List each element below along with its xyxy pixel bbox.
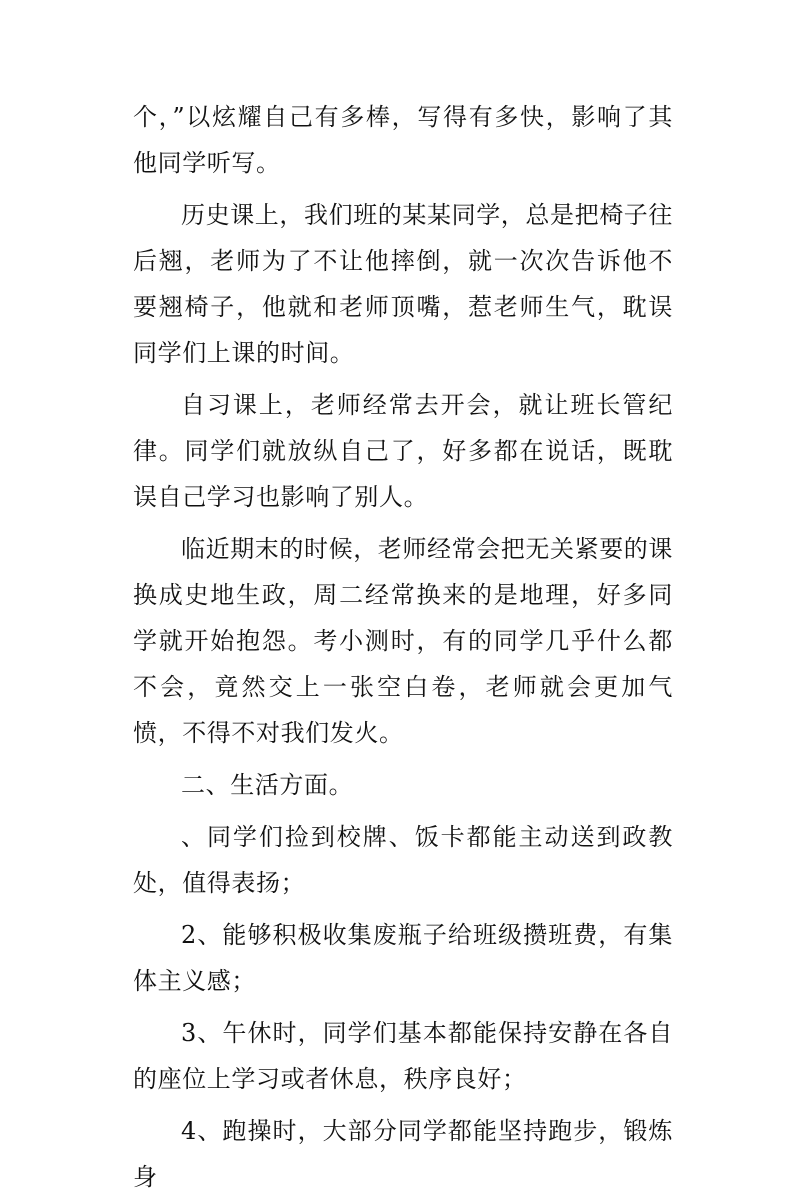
paragraph-self-study: 自习课上，老师经常去开会，就让班长管纪律。同学们就放纵自己了，好多都在说话，既耽误自己学习也影响了别人。 (133, 391, 673, 511)
paragraph-continuation: 个，”以炫耀自己有多棒，写得有多快，影响了其他同学听写。 (133, 103, 673, 177)
list-item-4: 4、跑操时，大部分同学都能坚持跑步，锻炼身 (133, 1117, 673, 1191)
list-item-1: 、同学们捡到校牌、饭卡都能主动送到政教处，值得表扬； (133, 823, 673, 897)
paragraph-end-of-term: 临近期末的时候，老师经常会把无关紧要的课换成史地生政，周二经常换来的是地理，好多同学就开始抱怨。考小测时，有的同学几乎什么都不会，竟然交上一张空白卷，老师就会更加气愤，不得不对我们发火。 (133, 535, 673, 747)
section-heading-life: 二、生活方面。 (181, 771, 354, 799)
list-item-2: 2、能够积极收集废瓶子给班级攒班费，有集体主义感； (133, 921, 673, 995)
list-item-3: 3、午休时，同学们基本都能保持安静在各自的座位上学习或者休息，秩序良好； (133, 1019, 673, 1093)
document-body (133, 94, 673, 1200)
paragraph-history-class: 历史课上，我们班的某某同学，总是把椅子往后翘，老师为了不让他摔倒，就一次次告诉他不要翘椅子，他就和老师顶嘴，惹老师生气，耽误同学们上课的时间。 (133, 201, 673, 367)
